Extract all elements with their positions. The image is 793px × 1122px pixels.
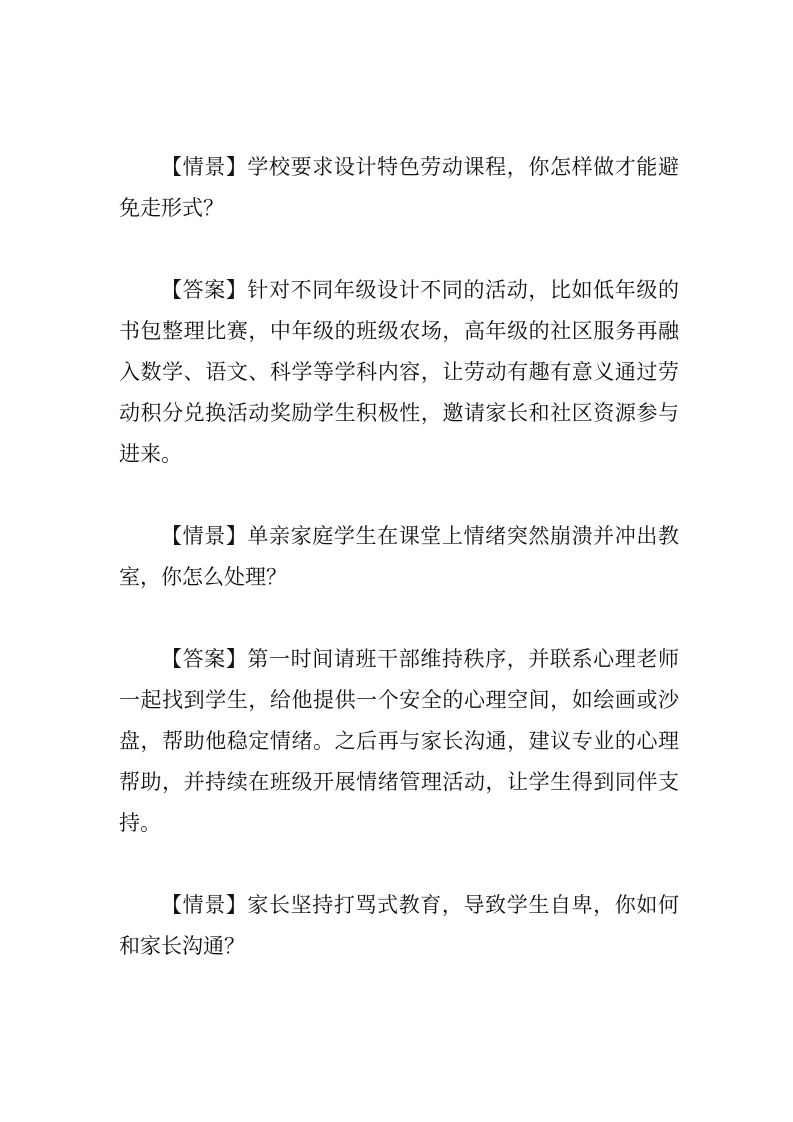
document-body <box>119 147 679 1008</box>
scenario-paragraph-3: 【情景】家长坚持打骂式教育，导致学生自卑，你如何和家长沟通？ <box>119 893 679 958</box>
scenario-paragraph-1: 【情景】学校要求设计特色劳动课程，你怎样做才能避免走形式？ <box>119 155 679 220</box>
scenario-paragraph-2: 【情景】单亲家庭学生在课堂上情绪突然崩溃并冲出教室，你怎么处理？ <box>119 524 679 589</box>
answer-paragraph-1: 【答案】针对不同年级设计不同的活动，比如低年级的书包整理比赛，中年级的班级农场，高年级的社区服务再融入数学、语文、科学等学科内容，让劳动有趣有意义通过劳动积分兑换活动奖励学生积极性，邀请家长和社区资源参与进来。 <box>119 278 679 466</box>
answer-paragraph-2: 【答案】第一时间请班干部维持秩序，并联系心理老师一起找到学生，给他提供一个安全的心理空间，如绘画或沙盘，帮助他稳定情绪。之后再与家长沟通，建议专业的心理帮助，并持续在班级开展情绪管理活动，让学生得到同伴支持。 <box>119 647 679 835</box>
